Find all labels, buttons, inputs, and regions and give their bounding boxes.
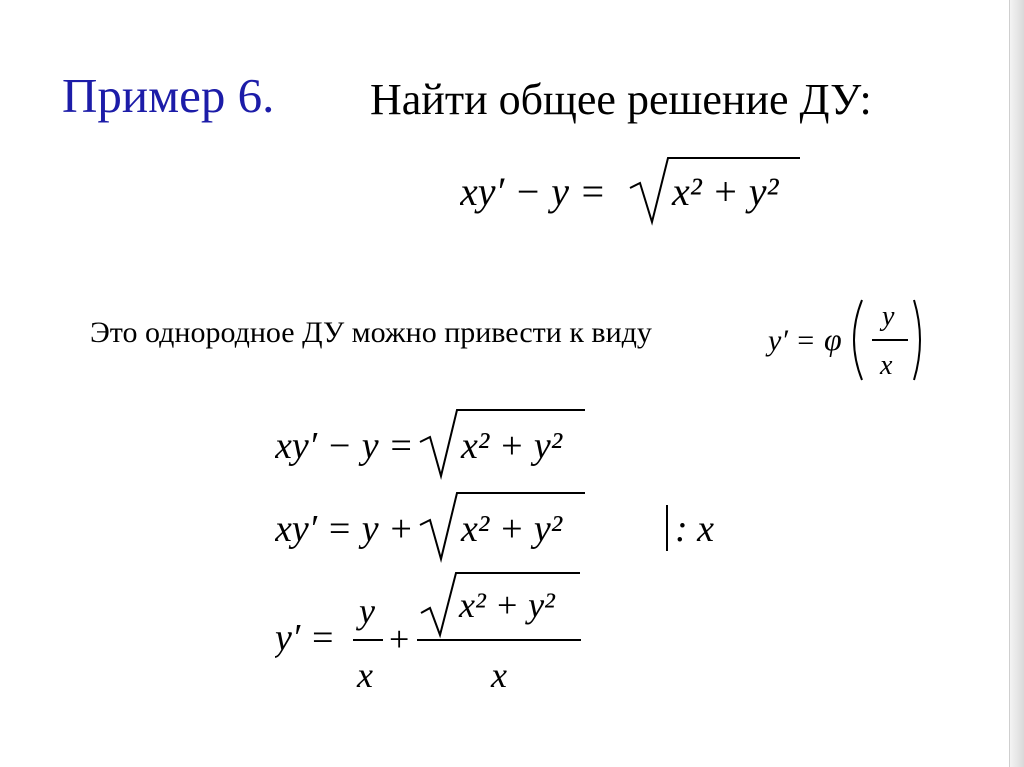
- task-statement: Найти общее решение ДУ:: [370, 75, 872, 124]
- step-2-radicand: x² + y²: [461, 508, 563, 550]
- form-numerator: y: [882, 301, 895, 332]
- step-2-lhs: xy′ = y +: [275, 508, 414, 550]
- form-lhs: y′ =: [768, 324, 816, 357]
- step-3-equation: [275, 565, 605, 695]
- step-3-frac1-den: x: [357, 655, 373, 695]
- form-phi: φ: [824, 321, 842, 357]
- form-denominator: x: [880, 350, 893, 381]
- problem-radicand: x² + y²: [672, 169, 779, 214]
- problem-lhs: xy′ − y =: [460, 169, 606, 214]
- step-3-plus: +: [389, 619, 410, 659]
- step-1-equation: [275, 400, 595, 480]
- step-1-radicand: x² + y²: [461, 425, 563, 467]
- step-2-equation: [275, 483, 755, 563]
- step-3-frac2-den: x: [491, 655, 507, 695]
- example-number: Пример 6.: [62, 68, 275, 123]
- slide-edge: [1009, 0, 1024, 767]
- step-2-divide: : x: [675, 508, 715, 550]
- problem-equation: [460, 150, 820, 230]
- step-1-lhs: xy′ − y =: [275, 425, 414, 467]
- step-3-frac1-num: y: [359, 591, 375, 631]
- homogeneous-note: Это однородное ДУ можно привести к виду: [90, 316, 652, 349]
- canonical-form: [760, 290, 930, 390]
- step-3-frac2-num: x² + y²: [459, 585, 555, 625]
- step-3-lhs: y′ =: [275, 617, 336, 659]
